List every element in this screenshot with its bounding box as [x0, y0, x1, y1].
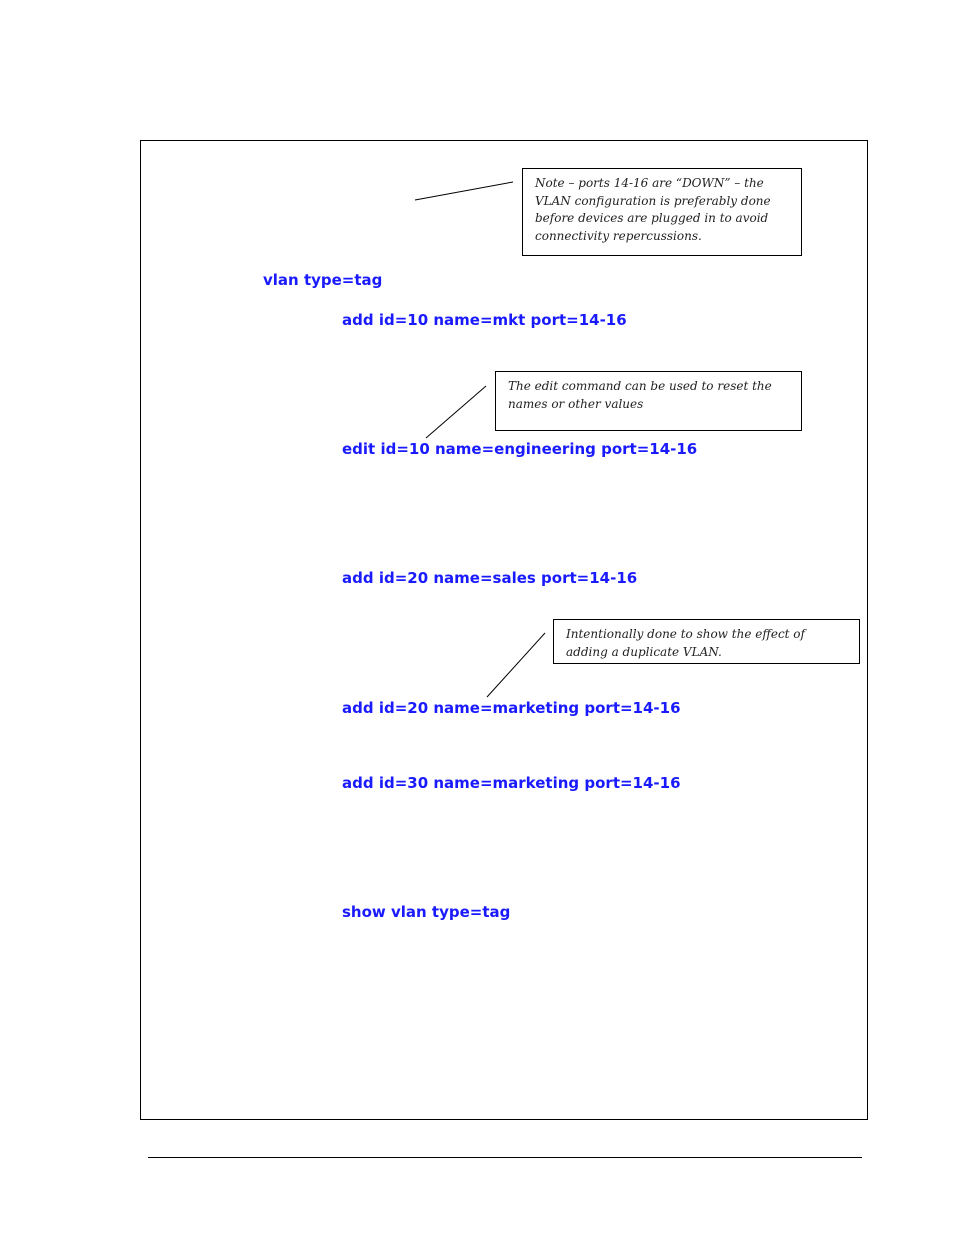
command-vlan-type: vlan type=tag: [263, 271, 383, 289]
command-add-marketing-20: add id=20 name=marketing port=14-16: [342, 699, 681, 717]
command-add-sales: add id=20 name=sales port=14-16: [342, 569, 638, 587]
note-duplicate-vlan: Intentionally done to show the effect of adding a duplicate VLAN.: [553, 619, 860, 664]
note-ports-down: Note – ports 14-16 are “DOWN” – the VLAN configuration is preferably done before devices are plugged in to avoid connectivity repercussions.: [522, 168, 802, 256]
command-add-marketing-30: add id=30 name=marketing port=14-16: [342, 774, 681, 792]
note-edit-command: The edit command can be used to reset the names or other values: [495, 371, 802, 431]
command-add-mkt: add id=10 name=mkt port=14-16: [342, 311, 627, 329]
footer-rule: [148, 1157, 862, 1158]
command-show-vlan: show vlan type=tag: [342, 903, 511, 921]
command-edit-engineering: edit id=10 name=engineering port=14-16: [342, 440, 698, 458]
